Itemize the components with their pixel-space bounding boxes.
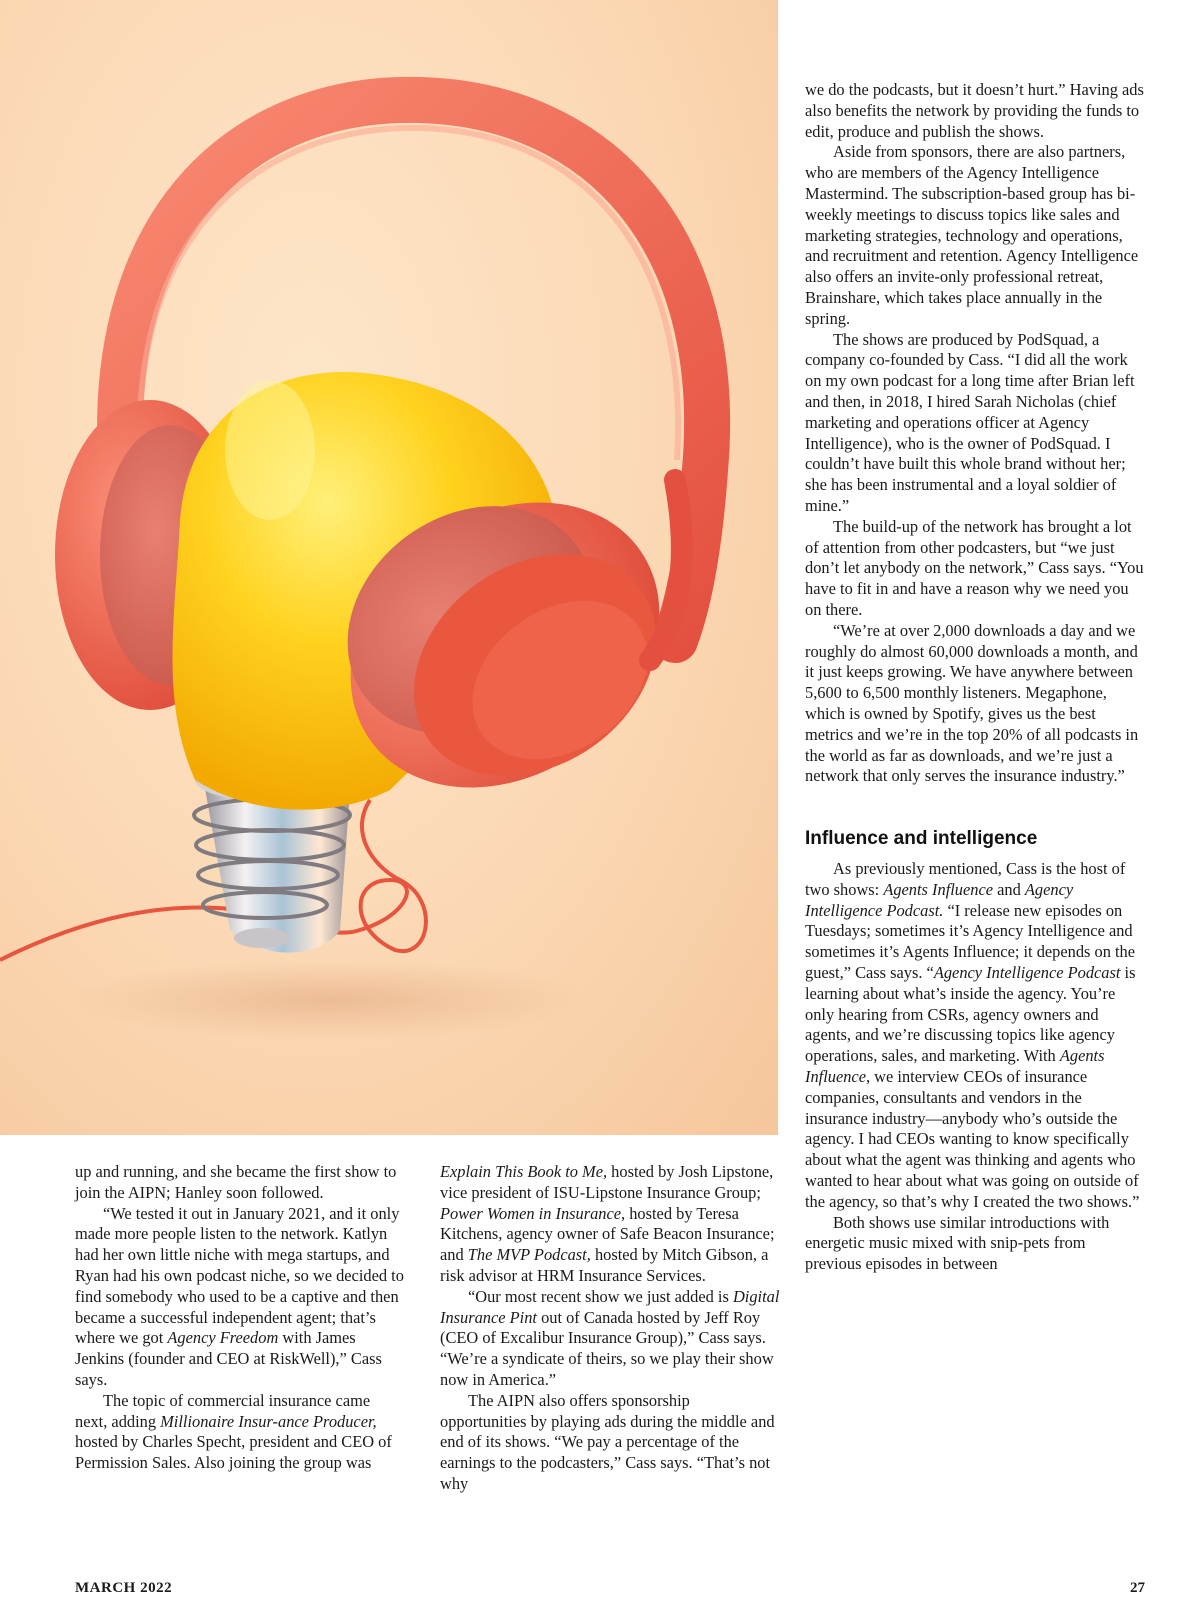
headphones-on-lightbulb-illustration [0, 0, 778, 1135]
left-paragraph-2: “We tested it out in January 2021, and it only made more people listen to the network. Katlyn had her own little niche with mega startups, and Ryan had his own podcast niche, so we decided to find somebody who used to be a captive and then became a successful independent agent; that’s where we got Agency Freedom with James Jenkins (founder and CEO at RiskWell),” Cass says. [75, 1203, 404, 1389]
right-paragraph-7: Both shows use similar introductions with energetic music mixed with snip-pets from previous episodes in between [805, 1212, 1110, 1274]
page-number: 27 [1130, 1580, 1145, 1596]
right-paragraph-6: As previously mentioned, Cass is the host of two shows: Agents Influence and Agency Intelligence Podcast. “I release new episodes on Tuesdays; sometimes it’s Agency Intelligence and sometimes it’s Agents Influence; it depends on the guest,” Cass says. “Agency Intelligence Podcast is learning about what’s inside the agency. You’re only hearing from CSRs, agency owners and agents, and we’re discussing topics like agency operations, sales, and marketing. With Agents Influence, we interview CEOs of insurance companies, consultants and vendors in the insurance industry—anybody who’s outside the agency. I had CEOs wanting to know specifically about what the agent was thinking and agents who wanted to hear about what was going on outside of the agency, so that’s why I created the two shows.” [805, 859, 1140, 1211]
middle-paragraph-2: “Our most recent show we just added is Digital Insurance Pint out of Canada hosted by Jeff Roy (CEO of Excalibur Insurance Group),” Cass says. “We’re a syndicate of theirs, so we play their show now in America.” [440, 1286, 780, 1389]
bottom-left-column [75, 1162, 405, 1474]
middle-paragraph-1: Explain This Book to Me, hosted by Josh Lipstone, vice president of ISU-Lipstone Insurance Group; Power Women in Insurance, hosted by Teresa Kitchens, agency owner of Safe Beacon Insurance; and The MVP Podcast, hosted by Mitch Gibson, a risk advisor at HRM Insurance Services. [440, 1162, 775, 1285]
headphones-lightbulb-photo [0, 0, 778, 1135]
right-paragraph-1: we do the podcasts, but it doesn’t hurt.” Having ads also benefits the network by providing the funds to edit, produce and publish the shows. [805, 80, 1144, 141]
left-paragraph-1: up and running, and she became the first show to join the AIPN; Hanley soon followed. [75, 1162, 397, 1202]
middle-paragraph-3: The AIPN also offers sponsorship opportunities by playing ads during the middle and end of its shows. “We pay a percentage of the earnings to the podcasters,” Cass says. “That’s not why [440, 1390, 775, 1493]
right-column [805, 80, 1145, 1275]
right-paragraph-4: The build-up of the network has brought a lot of attention from other podcasters, but “we just don’t let anybody on the network,” Cass says. “You have to fit in and have a reason why we need you on there. [805, 516, 1144, 619]
right-paragraph-5: “We’re at over 2,000 downloads a day and we roughly do almost 60,000 downloads a month, and it just keeps growing. We have anywhere between 5,600 to 6,500 monthly listeners. Megaphone, which is owned by Spotify, gives us the best metrics and we’re in the top 20% of all podcasts in the world as far as downloads, and we’re just a network that only serves the insurance industry.” [805, 620, 1139, 786]
issue-date: MARCH 2022 [75, 1580, 173, 1596]
left-paragraph-3: The topic of commercial insurance came next, adding Millionaire Insur-ance Producer, hosted by Charles Specht, president and CEO of Permission Sales. Also joining the group was [75, 1390, 392, 1473]
bottom-middle-column [440, 1162, 780, 1495]
right-paragraph-3: The shows are produced by PodSquad, a company co-founded by Cass. “I did all the work on my own podcast for a long time after Brian left and then, in 2018, I hired Sarah Nicholas (chief marketing and operations officer at Agency Intelligence), who is the owner of PodSquad. I couldn’t have built this whole brand without her; she has been instrumental and a loyal soldier of mine.” [805, 329, 1135, 515]
section-subhead: Influence and intelligence [805, 828, 1038, 850]
right-paragraph-2: Aside from sponsors, there are also partners, who are members of the Agency Intelligence Mastermind. The subscription-based group has bi-weekly meetings to discuss topics like sales and marketing strategies, technology and operations, and recruitment and retention. Agency Intelligence also offers an invite-only professional retreat, Brainshare, which takes place annually in the spring. [805, 142, 1139, 328]
